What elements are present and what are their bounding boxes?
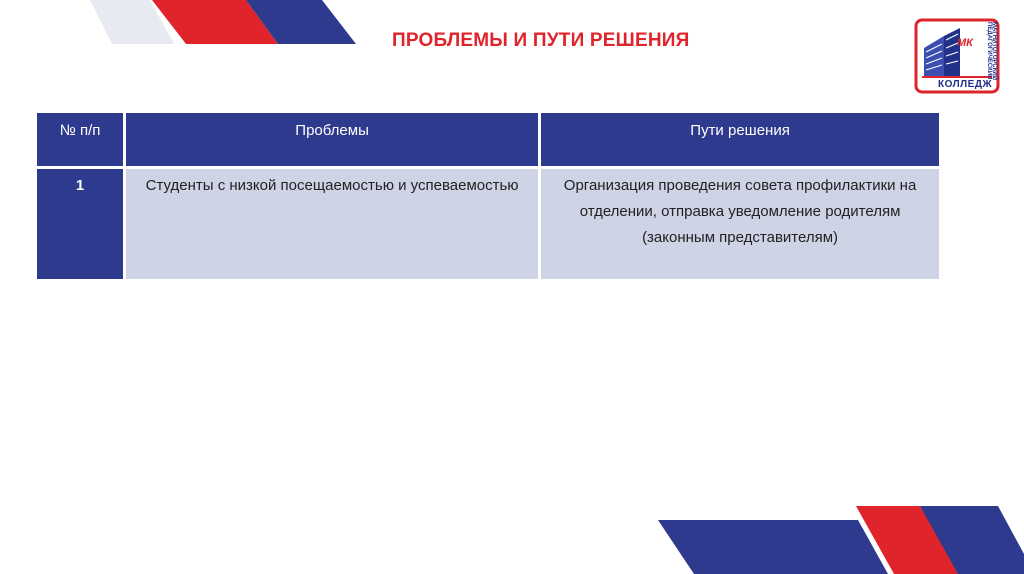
logo-abbr: МК xyxy=(957,37,973,49)
header-solutions: Пути решения xyxy=(540,112,941,168)
row-number: 1 xyxy=(36,168,125,281)
header-problems: Проблемы xyxy=(125,112,540,168)
problems-table xyxy=(34,110,942,282)
header-number: № п/п xyxy=(36,112,125,168)
row-solution: Организация проведения совета профилактики на отделении, отправка уведомление родителям (законным представителям) xyxy=(540,168,941,281)
logo-word: КОЛЛЕДЖ xyxy=(938,79,992,90)
table-header-row xyxy=(36,112,941,168)
top-decor-stripes xyxy=(0,0,380,48)
table-row xyxy=(36,168,941,281)
bottom-decor-stripes xyxy=(658,506,1024,574)
page-title: ПРОБЛЕМЫ И ПУТИ РЕШЕНИЯ xyxy=(392,30,690,51)
logo-vertical-text: МАГНИТОГОРСКИЙ ПЕДАГОГИЧЕСКИЙ xyxy=(986,22,997,81)
row-problem: Студенты с низкой посещаемостью и успеваемостью xyxy=(125,168,540,281)
